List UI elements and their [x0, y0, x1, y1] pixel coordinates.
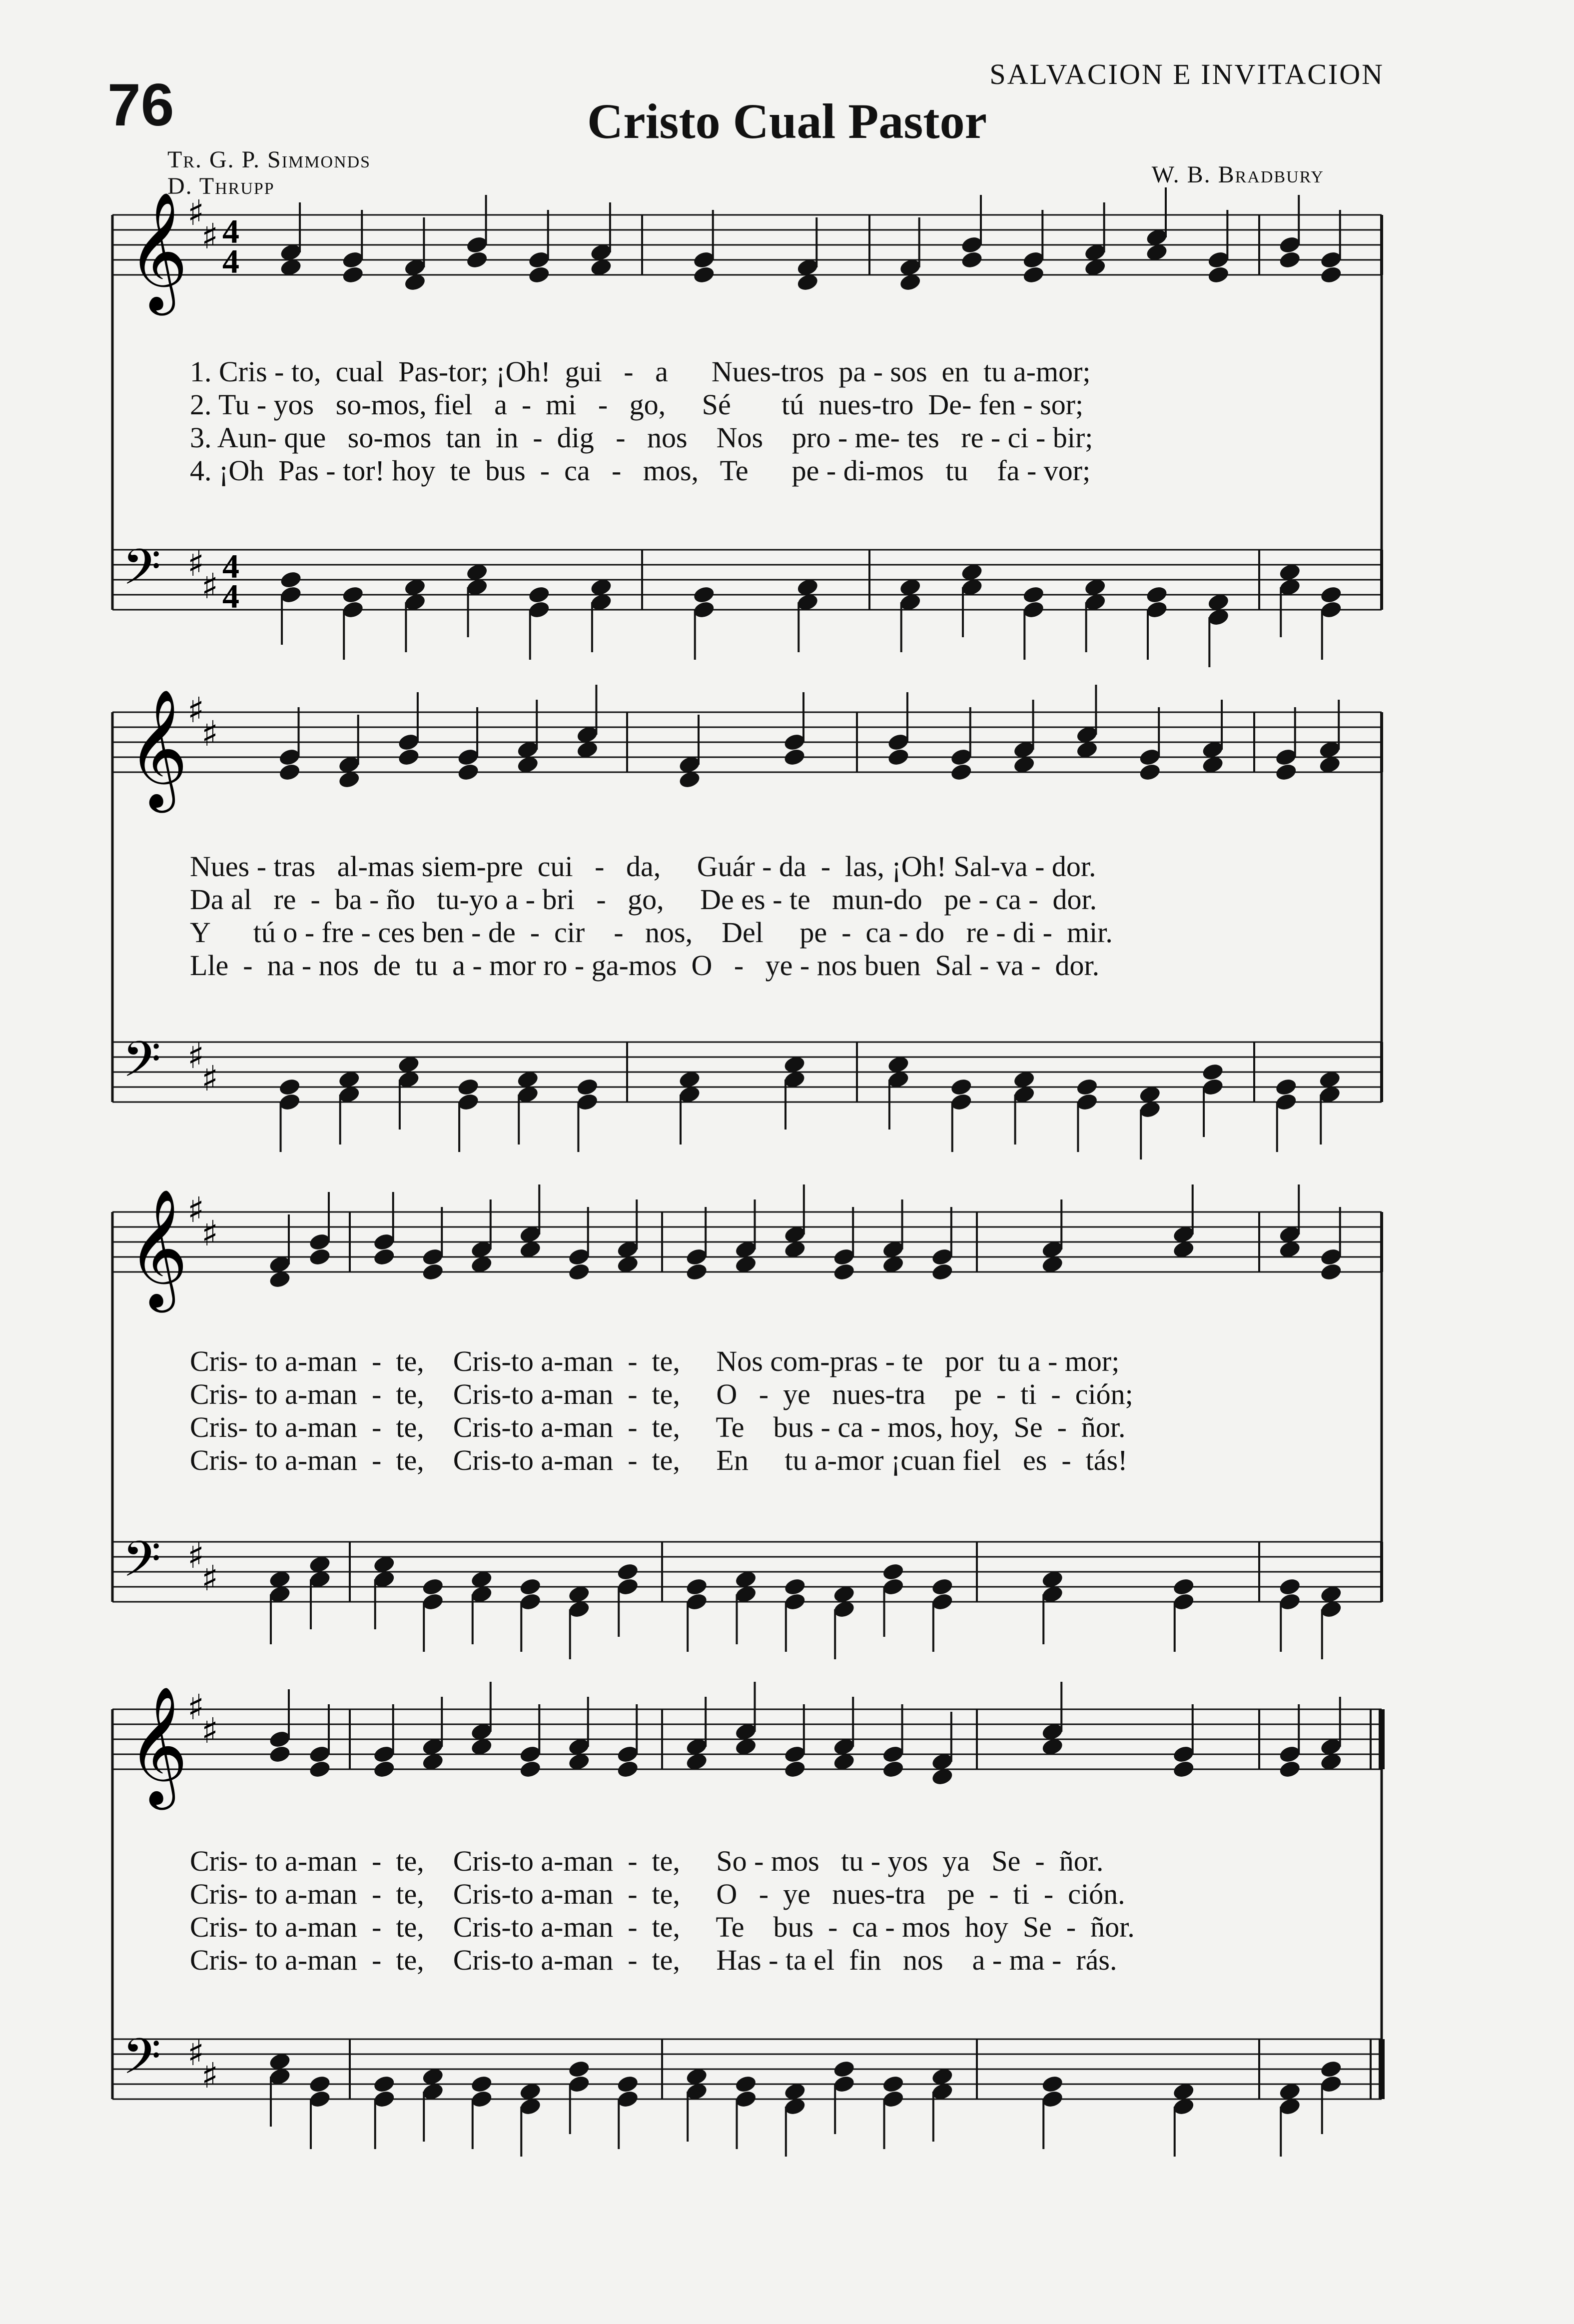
- sharp-icon: ♯: [187, 1189, 204, 1230]
- treble-clef-icon: 𝄞: [127, 1188, 188, 1307]
- lyric-line-verse-1: 1. Cris - to, cual Pas-tor; ¡Oh! gui - a Nues-tros pa - sos en tu a-mor;: [190, 355, 1091, 388]
- lyric-line-verse-4: Cris- to a-man - te, Cris-to a-man - te, Has - ta el fin nos a - ma - rás.: [190, 1944, 1117, 1976]
- note-head: [881, 2074, 905, 2094]
- bass-clef-icon: 𝄢: [122, 1531, 161, 1600]
- translator-credit: Tr. G. P. Simmonds: [167, 146, 371, 173]
- note-head: [567, 2059, 591, 2079]
- lyricist-credit: D. Thrupp: [167, 173, 275, 199]
- hymn-number: 76: [107, 71, 174, 138]
- note-head: [783, 1759, 806, 1779]
- note-head: [519, 1759, 542, 1779]
- note-head: [616, 2074, 640, 2094]
- notes: [685, 2059, 954, 2157]
- notes: [268, 2052, 331, 2149]
- note-head: [268, 1744, 291, 1764]
- sharp-icon: ♯: [187, 543, 204, 584]
- lyric-line-verse-2: Cris- to a-man - te, Cris-to a-man - te, O - ye nues-tra pe - ti - ción;: [190, 1378, 1133, 1410]
- treble-clef-icon: 𝄞: [127, 191, 188, 310]
- sharp-icon: ♯: [187, 192, 204, 233]
- notes: [372, 2059, 640, 2157]
- lyric-line-verse-2: Cris- to a-man - te, Cris-to a-man - te, O - ye nues-tra pe - ti - ción.: [190, 1878, 1125, 1910]
- notes: [372, 1682, 640, 1779]
- sharp-icon: ♯: [187, 2033, 204, 2074]
- time-signature: 4: [222, 547, 239, 585]
- bass-clef-icon: 𝄢: [122, 1031, 161, 1101]
- section-title: SALVACION E INVITACION: [989, 58, 1384, 90]
- note-head: [470, 2074, 493, 2094]
- hymn-title: Cristo Cual Pastor: [587, 93, 987, 149]
- sharp-icon: ♯: [201, 713, 218, 754]
- sharp-icon: ♯: [201, 1213, 218, 1254]
- lyric-line-verse-3: 3. Aun- que so-mos tan in - dig - nos Nos pro - me- tes re - ci - bir;: [190, 421, 1093, 454]
- notes: [1041, 1682, 1196, 1779]
- bass-clef-icon: 𝄢: [122, 2028, 161, 2098]
- notes: [268, 1689, 331, 1779]
- note-head: [308, 1759, 331, 1779]
- sharp-icon: ♯: [187, 690, 204, 731]
- note-head: [372, 2074, 396, 2094]
- treble-clef-icon: 𝄞: [127, 1686, 188, 1805]
- lyric-line-verse-3: Cris- to a-man - te, Cris-to a-man - te, Te bus - ca - mos hoy Se - ñor.: [190, 1911, 1135, 1943]
- sharp-icon: ♯: [201, 216, 218, 257]
- sharp-icon: ♯: [187, 1036, 204, 1077]
- note-head: [734, 2074, 758, 2094]
- lyric-line-verse-2: Da al re - ba - ño tu-yo a - bri - go, De es - te mun-do pe - ca - dor.: [190, 883, 1097, 916]
- notes: [1278, 2059, 1343, 2157]
- notes: [685, 1682, 954, 1787]
- lyric-line-verse-3: Cris- to a-man - te, Cris-to a-man - te, Te bus - ca - mos, hoy, Se - ñor.: [190, 1411, 1126, 1443]
- sharp-icon: ♯: [201, 1710, 218, 1751]
- lyric-line-verse-4: Cris- to a-man - te, Cris-to a-man - te, En tu a-mor ¡cuan fiel es - tás!: [190, 1444, 1128, 1476]
- time-signature: 4: [222, 212, 239, 250]
- time-signature: 4: [222, 577, 239, 615]
- lyric-line-verse-4: Lle - na - nos de tu a - mor ro - ga-mos O - ye - nos buen Sal - va - dor.: [190, 949, 1100, 982]
- lyric-line-verse-1: Cris- to a-man - te, Cris-to a-man - te, Nos com-pras - te por tu a - mor;: [190, 1345, 1120, 1377]
- composer-credit: W. B. Bradbury: [1151, 161, 1324, 188]
- note-head: [1041, 2074, 1064, 2094]
- sharp-icon: ♯: [187, 1687, 204, 1728]
- note-head: [1278, 1759, 1302, 1779]
- note-head: [881, 1759, 905, 1779]
- bass-clef-icon: 𝄢: [122, 539, 161, 608]
- sharp-icon: ♯: [187, 1535, 204, 1576]
- sharp-icon: ♯: [201, 1558, 218, 1599]
- lyric-line-verse-1: Nues - tras al-mas siem-pre cui - da, Guár - da - las, ¡Oh! Sal-va - dor.: [190, 850, 1096, 883]
- note-head: [832, 2059, 856, 2079]
- notes: [1041, 2074, 1196, 2157]
- sharp-icon: ♯: [201, 1058, 218, 1099]
- note-head: [372, 1759, 396, 1779]
- note-head: [1319, 2059, 1343, 2079]
- sharp-icon: ♯: [201, 2055, 218, 2096]
- lyric-line-verse-2: 2. Tu - yos so-mos, fiel a - mi - go, Sé tú nues-tro De- fen - sor;: [190, 388, 1084, 421]
- sharp-icon: ♯: [201, 566, 218, 607]
- lyric-line-verse-4: 4. ¡Oh Pas - tor! hoy te bus - ca - mos, Te pe - di-mos tu fa - vor;: [190, 454, 1091, 487]
- note-head: [1172, 1759, 1195, 1779]
- lyric-line-verse-1: Cris- to a-man - te, Cris-to a-man - te, So - mos tu - yos ya Se - ñor.: [190, 1845, 1104, 1877]
- note-head: [308, 2074, 331, 2094]
- treble-clef-icon: 𝄞: [127, 689, 188, 808]
- note-head: [616, 1759, 640, 1779]
- lyric-line-verse-3: Y tú o - fre - ces ben - de - cir - nos, Del pe - ca - do re - di - mir.: [190, 916, 1113, 949]
- time-signature: 4: [222, 242, 239, 280]
